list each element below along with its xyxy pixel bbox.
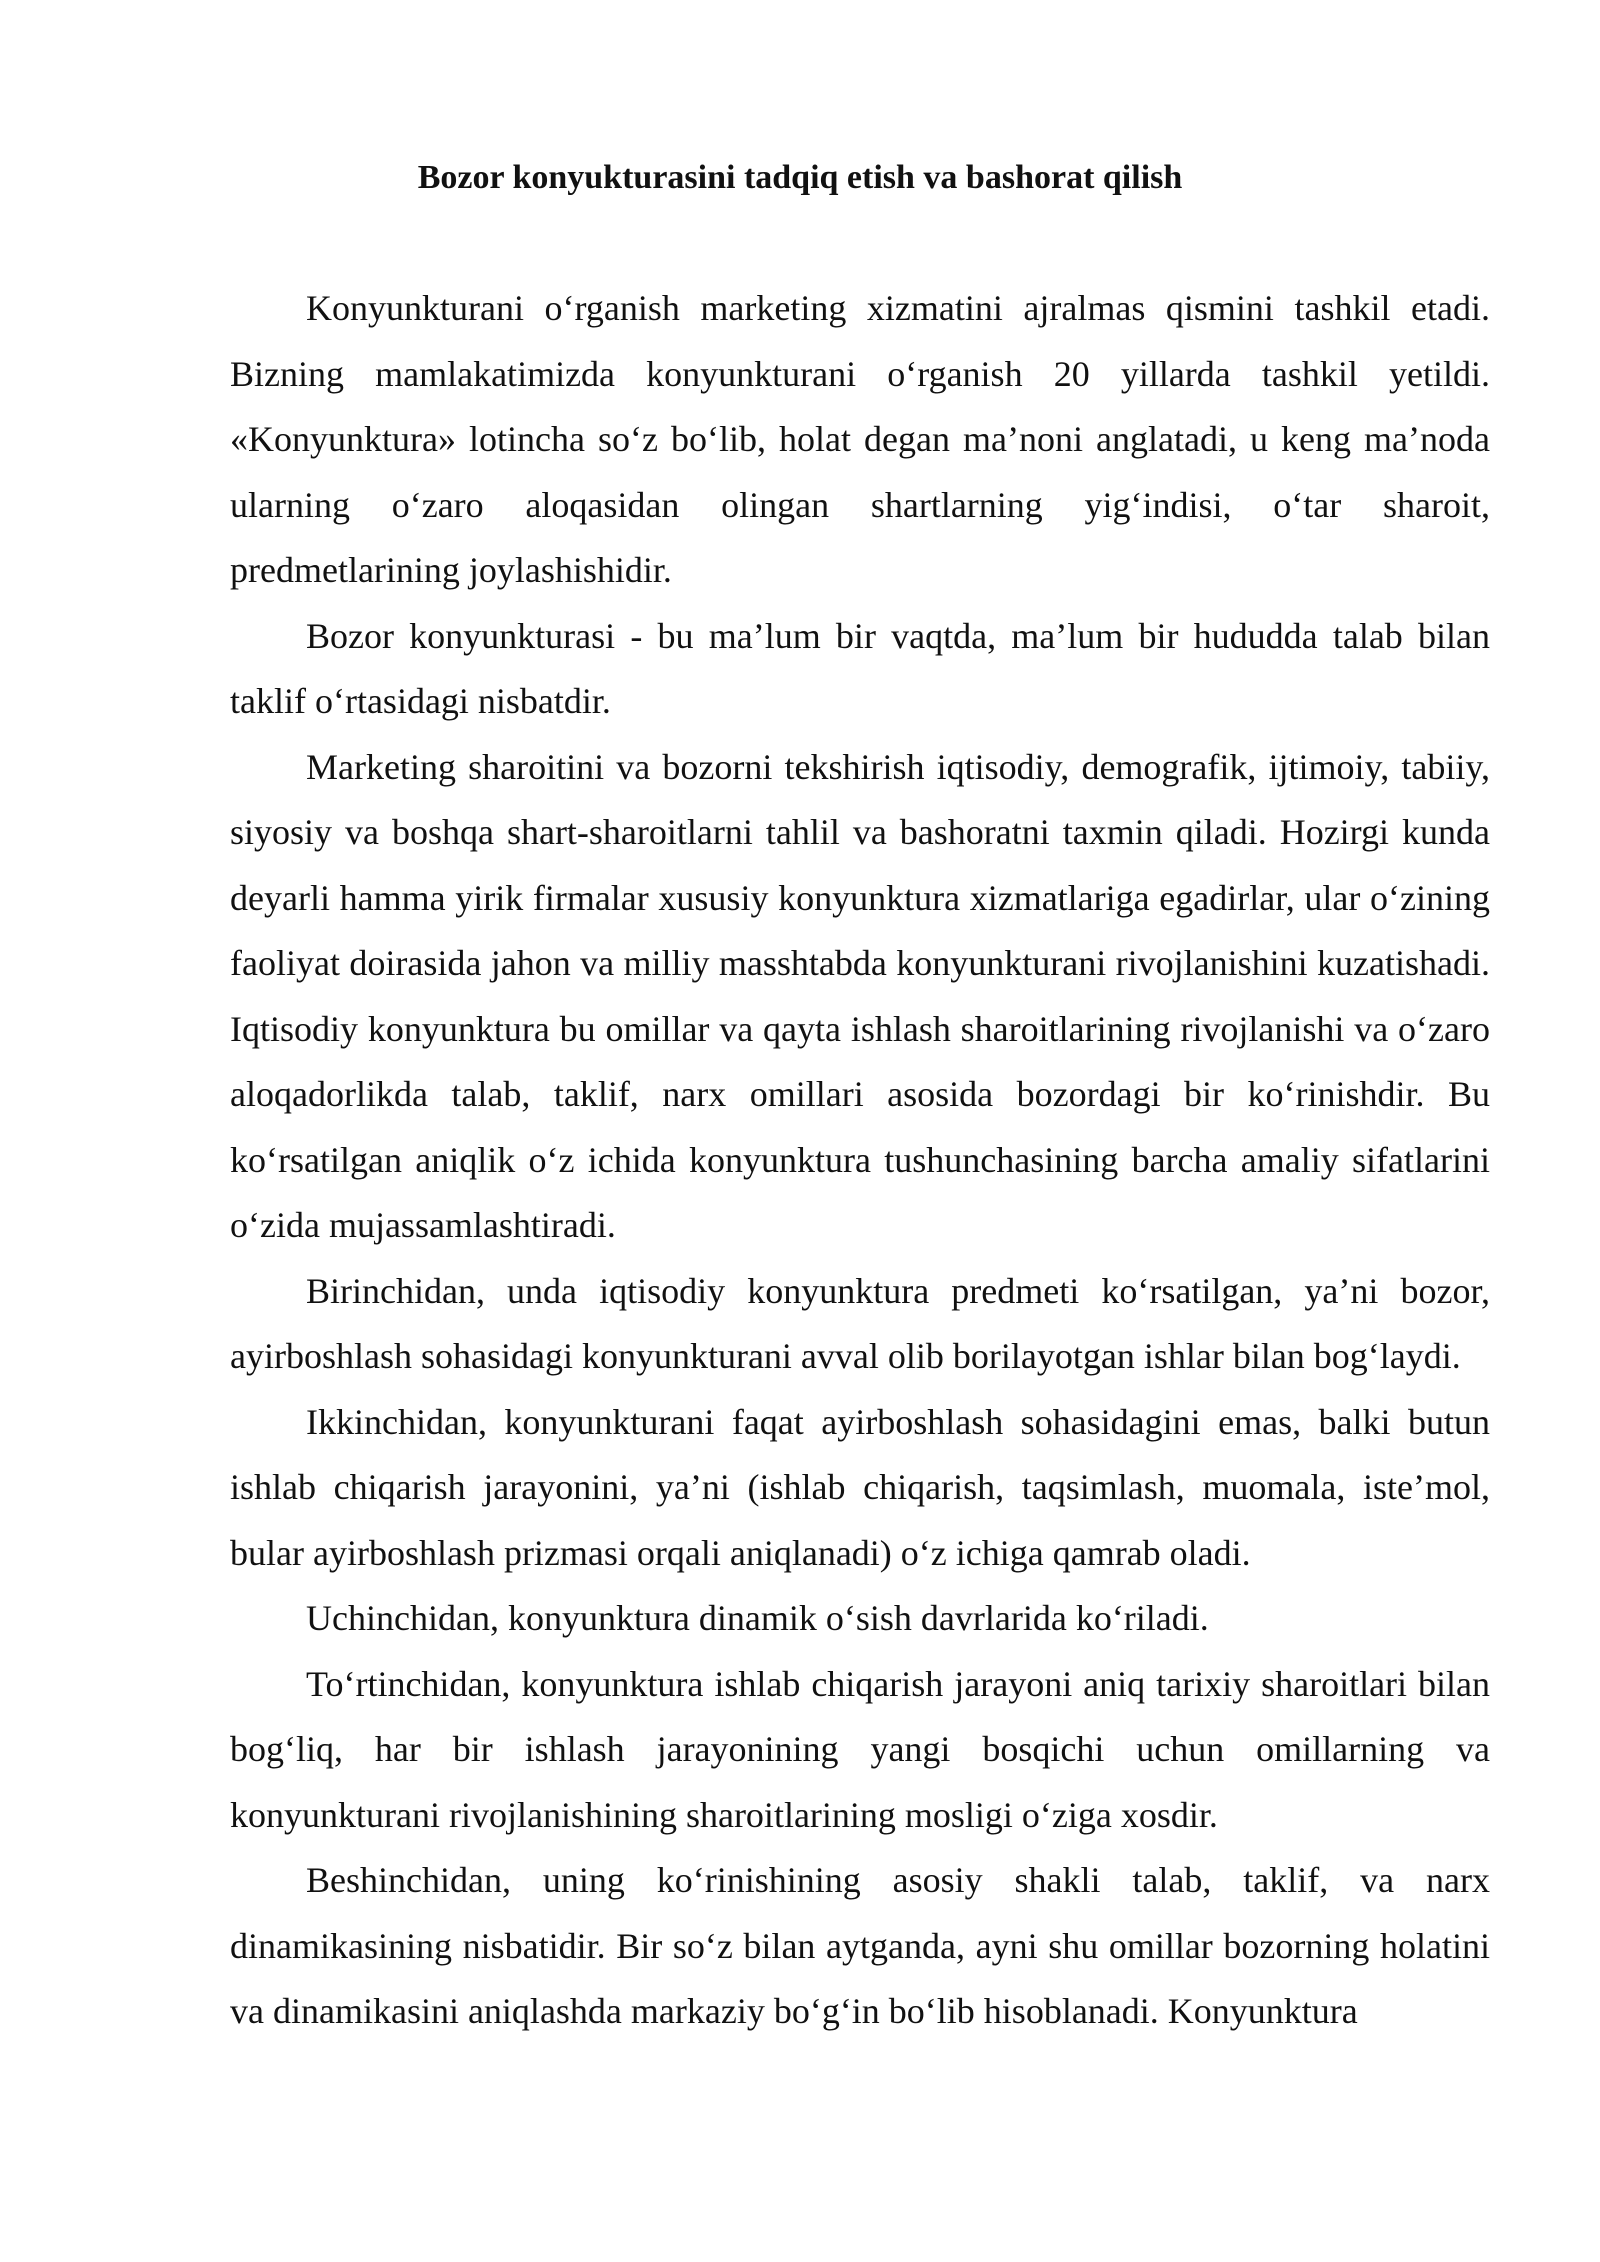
paragraph-2: Bozor konyunkturasi - bu ma’lum bir vaqtda, ma’lum bir hududda talab bilan taklif o‘rtasidagi nisbatdir. xyxy=(230,615,1490,721)
paragraph-4: Birinchidan, unda iqtisodiy konyunktura predmeti ko‘rsatilgan, ya’ni bozor, ayirboshlash sohasidagi konyunkturani avval olib borilayotgan ishlar bilan bog‘laydi. xyxy=(230,1270,1490,1376)
paragraph-5: Ikkinchidan, konyunkturani faqat ayirboshlash sohasidagini emas, balki butun ishlab chiqarish jarayonini, ya’ni (ishlab chiqarish, taqsimlash, muomala, iste’mol, bular ayirboshlash prizmasi orqali aniqlanadi) o‘z ichiga qamrab oladi. xyxy=(230,1401,1490,1573)
paragraph-3: Marketing sharoitini va bozorni tekshirish iqtisodiy, demografik, ijtimoiy, tabiiy, siyosiy va boshqa shart-sharoitlarni tahlil va bashoratni taxmin qiladi. Hozirgi kunda deyarli hamma yirik firmalar xususiy konyunktura xizmatlariga egadirlar, ular o‘zining faoliyat doirasida jahon va milliy masshtabda konyunkturani rivojlanishini kuzatishadi. Iqtisodiy konyunktura bu omillar va qayta ishlash sharoitlarining rivojlanishi va o‘zaro aloqadorlikda talab, taklif, narx omillari asosida bozordagi bir ko‘rinishdir. Bu ko‘rsatilgan aniqlik o‘z ichida konyunktura tushunchasining barcha amaliy sifatlarini o‘zida mujassamlashtiradi. xyxy=(230,746,1490,1245)
document-body xyxy=(230,276,1490,2045)
paragraph-7: To‘rtinchidan, konyunktura ishlab chiqarish jarayoni aniq tarixiy sharoitlari bilan bog‘liq, har bir ishlash jarayonining yangi bosqichi uchun omillarning va konyunkturani rivojlanishining sharoitlarining mosligi o‘ziga xosdir. xyxy=(230,1663,1490,1835)
document-title: Bozor konyukturasini tadqiq etish va bashorat qilish xyxy=(417,159,1183,196)
paragraph-6: Uchinchidan, konyunktura dinamik o‘sish davrlarida ko‘riladi. xyxy=(306,1598,1209,1638)
paragraph-1: Konyunkturani o‘rganish marketing xizmatini ajralmas qismini tashkil etadi. Bizning mamlakatimizda konyunkturani o‘rganish 20 yillarda tashkil yetildi. «Konyunktura» lotincha so‘z bo‘lib, holat degan ma’noni anglatadi, u keng ma’noda ularning o‘zaro aloqasidan olingan shartlarning yig‘indisi, o‘tar sharoit, predmetlarining joylashishidir. xyxy=(230,288,1490,590)
paragraph-8: Beshinchidan, uning ko‘rinishining asosiy shakli talab, taklif, va narx dinamikasining nisbatidir. Bir so‘z bilan aytganda, ayni shu omillar bozorning holatini va dinamikasini aniqlashda markaziy bo‘g‘in bo‘lib hisoblanadi. Konyunktura xyxy=(230,1860,1490,2031)
